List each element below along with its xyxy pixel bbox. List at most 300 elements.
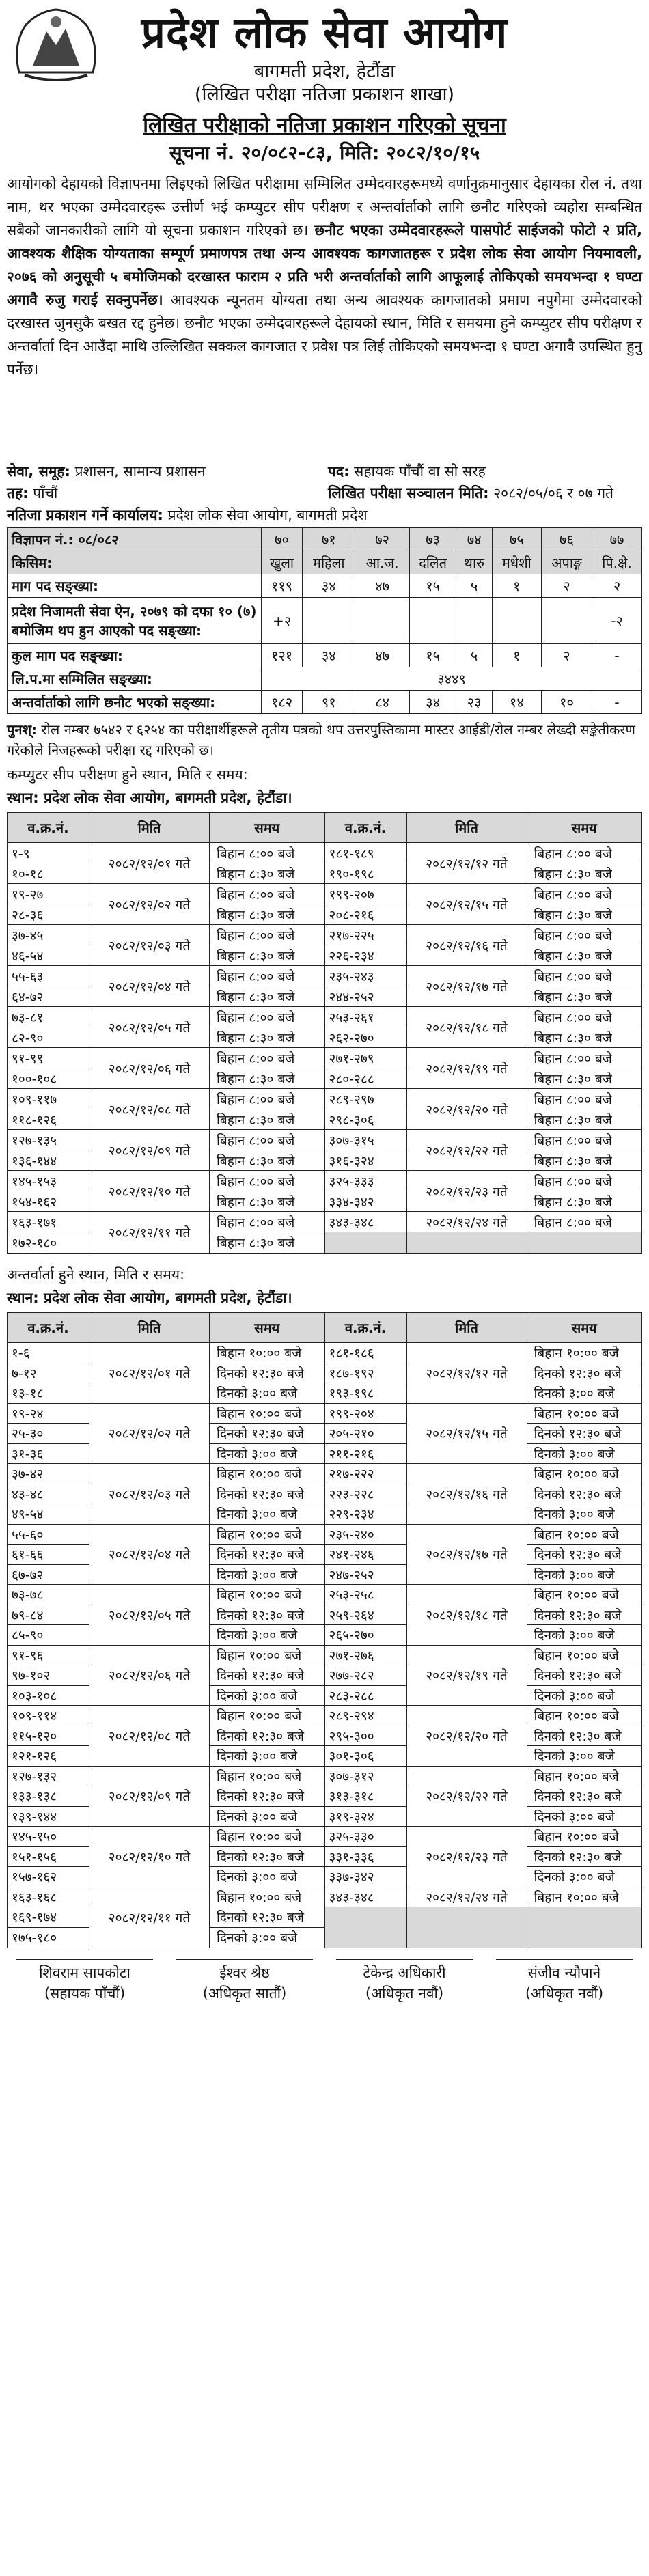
written-count: ३४४९ bbox=[262, 667, 642, 691]
time-cell: दिनको १२:३० बजे bbox=[527, 1424, 642, 1444]
roll-range-cell: १७५-१८० bbox=[12, 1930, 57, 1946]
time-cell: बिहान १०:०० बजे bbox=[527, 1585, 642, 1605]
interview-schedule-right bbox=[325, 1313, 642, 1948]
demand-label: माग पद सङ्ख्या: bbox=[8, 574, 262, 598]
roll-range-cell: ३०७-३१२ bbox=[325, 1767, 406, 1787]
time-cell: बिहान ८:३० बजे bbox=[527, 1150, 642, 1171]
date-cell: २०८२/१२/१९ गते bbox=[407, 1048, 527, 1089]
vacancy-adv-row bbox=[8, 528, 642, 551]
roll-range-cell: २८३-२८८ bbox=[325, 1686, 406, 1706]
total-cell: १५ bbox=[409, 644, 456, 667]
roll-range-cell: २५९-२६४ bbox=[325, 1605, 406, 1626]
roll-range-cell: १९९-२०७ bbox=[325, 884, 406, 904]
info-row-office bbox=[0, 504, 649, 526]
date-cell: २०८२/१२/१८ गते bbox=[407, 1007, 527, 1048]
roll-range-cell: १५४-१६२ bbox=[8, 1191, 89, 1212]
interview-place: स्थान: प्रदेश लोक सेवा आयोग, बागमती प्रदेश, हेटौंडा। bbox=[7, 1290, 292, 1306]
time-cell: बिहान १०:०० बजे bbox=[210, 1706, 324, 1726]
service-label: सेवा, समूह: bbox=[7, 463, 70, 480]
time-cell: बिहान ८:३० बजे bbox=[527, 1068, 642, 1089]
roll-range-cell: १५१-१५६ bbox=[8, 1847, 89, 1868]
time-cell: बिहान १०:०० बजे bbox=[527, 1767, 642, 1787]
date-cell: २०८२/१२/१५ गते bbox=[407, 1404, 527, 1465]
date-cell: २०८२/१२/२२ गते bbox=[407, 1130, 527, 1171]
header bbox=[0, 0, 649, 104]
time-cell: दिनको १२:३० बजे bbox=[527, 1726, 642, 1747]
date-cell: २०८२/१२/२२ गते bbox=[407, 1767, 527, 1827]
demand-cell: २ bbox=[541, 574, 592, 598]
signatory-name: शिवराम सापकोटा bbox=[39, 1965, 130, 1981]
date-cell: २०८२/१२/०१ गते bbox=[89, 1343, 209, 1404]
roll-range-cell: १३६-१४४ bbox=[8, 1150, 89, 1171]
time-cell: बिहान १०:०० बजे bbox=[527, 1464, 642, 1484]
info-row-service bbox=[0, 460, 649, 482]
blank-cell bbox=[325, 1232, 406, 1253]
roll-range-cell: ४३-४८ bbox=[8, 1484, 89, 1505]
time-cell: बिहान १०:०० बजे bbox=[527, 1525, 642, 1545]
service-value: प्रशासन, सामान्य प्रशासन bbox=[74, 463, 206, 480]
roll-range-cell: १६९-१७४ bbox=[8, 1907, 89, 1928]
add-cell bbox=[409, 598, 456, 644]
time-cell: दिनको ३:०० बजे bbox=[527, 1867, 642, 1887]
roll-range-cell: १०-१८ bbox=[8, 863, 89, 884]
roll-range-cell: ९७-१०२ bbox=[8, 1665, 89, 1686]
date-cell: २०८२/१२/०४ गते bbox=[89, 966, 209, 1007]
time-cell: बिहान ८:०० बजे bbox=[210, 1007, 324, 1027]
add-label: प्रदेश निजामती सेवा ऐन, २०७९ को दफा १० (७) बमोजिम थप हुन आएको पद सङ्ख्या: bbox=[8, 598, 262, 644]
adv-num: ७७ bbox=[592, 528, 642, 551]
time-cell: दिनको ३:०० बजे bbox=[210, 1565, 324, 1585]
type-cell: अपाङ्ग bbox=[541, 551, 592, 574]
time-cell: बिहान ८:०० बजे bbox=[527, 1130, 642, 1150]
body-para-2: आवश्यक न्यूनतम योग्यता तथा अन्य आवश्यक कागजातको प्रमाण नपुगेमा उम्मेदवारको दरखास्त जुनसुकै बखत रद्द हुनेछ। छनौट भएका उम्मेदवारहरूले देहायको स्थान, मिति र समयमा हुने कम्प्युटर सीप परीक्षण र अन्तर्वार्ता दिन आउँदा माथि उल्लिखित सक्कल कागजात र प्रवेश पत्र लिई तोकिएको समयभन्दा १ घण्टा अगावै उपस्थित हुनु पर्नेछ। bbox=[7, 292, 643, 378]
info-row-level bbox=[0, 482, 649, 504]
adv-num: ७६ bbox=[541, 528, 592, 551]
type-cell: दलित bbox=[409, 551, 456, 574]
schedule-header bbox=[8, 1313, 324, 1343]
interview-schedule-left bbox=[8, 1313, 325, 1948]
add-cell: +२ bbox=[262, 598, 303, 644]
time-cell: दिनको १२:३० बजे bbox=[210, 1363, 324, 1384]
date-cell: २०८२/१२/२० गते bbox=[407, 1089, 527, 1130]
time-cell: बिहान ८:३० बजे bbox=[527, 986, 642, 1007]
roll-range-cell: २८९-२९४ bbox=[325, 1706, 406, 1726]
signature-block bbox=[336, 1959, 473, 2004]
exam-date-value: २०८२/०५/०६ र ०७ गते bbox=[493, 485, 613, 501]
office-title: प्रदेश लोक सेवा आयोग bbox=[141, 8, 508, 57]
time-cell: दिनको ३:०० बजे bbox=[210, 1686, 324, 1706]
roll-range-cell: १००-१०८ bbox=[8, 1068, 89, 1089]
roll-range-cell: ७३-७८ bbox=[8, 1585, 89, 1605]
time-cell: दिनको ३:०० बजे bbox=[527, 1444, 642, 1465]
time-cell: बिहान ८:३० बजे bbox=[210, 863, 324, 884]
time-cell: दिनको १२:३० बजे bbox=[210, 1786, 324, 1807]
roll-range-cell: २३५-२४३ bbox=[325, 966, 406, 986]
roll-range-cell: २५-३० bbox=[8, 1424, 89, 1444]
roll-range-cell: २७७-२८२ bbox=[325, 1665, 406, 1686]
roll-range-cell: २२९-२३४ bbox=[325, 1504, 406, 1525]
date-cell: २०८२/१२/०६ गते bbox=[89, 1646, 209, 1706]
body-para-1: आयोगको देहायको विज्ञापनमा लिइएको लिखित परीक्षामा सम्मिलित उम्मेदवारहरूमध्ये वर्णानुक्रमानुसार देहायका रोल नं. तथा नाम, थर भएका उम्मेदवारहरू उत्तीर्ण भई कम्प्युटर सीप परीक्षण र अन्तर्वार्ताको लागि छनौट गरिएको व्यहोरा सम्बन्धित सबैको जानकारीको लागि यो सूचना प्रकाशन गरिएको छ। bbox=[7, 176, 642, 238]
time-header: समय bbox=[254, 820, 280, 836]
time-cell: दिनको ३:०० बजे bbox=[527, 1807, 642, 1827]
add-cell bbox=[492, 598, 541, 644]
roll-range-cell: ३४३-३४८ bbox=[325, 1212, 406, 1232]
selected-cell: ९१ bbox=[303, 691, 355, 714]
roll-range-cell: ३४३-३४८ bbox=[325, 1887, 406, 1908]
total-label: कुल माग पद सङ्ख्या: bbox=[8, 644, 262, 667]
signatory-name: ईश्वर श्रेष्ठ bbox=[219, 1965, 270, 1981]
signatory-name: टेकेन्द्र अधिकारी bbox=[363, 1965, 446, 1981]
selected-cell: ८४ bbox=[355, 691, 409, 714]
roll-range-cell: ३२५-३३३ bbox=[325, 1171, 406, 1191]
roll-range-cell: १३९-१४४ bbox=[8, 1807, 89, 1827]
roll-range-cell: १४५-१५० bbox=[8, 1827, 89, 1847]
time-cell: बिहान ८:३० बजे bbox=[210, 1027, 324, 1048]
roll-range-cell: १२७-१३५ bbox=[8, 1130, 89, 1150]
roll-range-cell: ३७-४५ bbox=[8, 925, 89, 945]
office-value: प्रदेश लोक सेवा आयोग, बागमती प्रदेश bbox=[167, 507, 368, 523]
roll-range-cell: २७१-२७९ bbox=[325, 1048, 406, 1068]
time-cell: बिहान ८:३० बजे bbox=[210, 986, 324, 1007]
signatory-post: (सहायक पाँचौं) bbox=[44, 1985, 126, 2002]
time-cell: बिहान १०:०० बजे bbox=[210, 1343, 324, 1363]
roll-range-cell: ८२-९० bbox=[8, 1027, 89, 1048]
vacancy-table bbox=[7, 527, 642, 714]
date-cell: २०८२/१२/१६ गते bbox=[407, 925, 527, 966]
time-cell: बिहान ८:३० बजे bbox=[210, 1191, 324, 1212]
demand-cell: ४७ bbox=[355, 574, 409, 598]
type-cell: मधेशी bbox=[492, 551, 541, 574]
add-cell bbox=[541, 598, 592, 644]
roll-range-cell: २०८-२१६ bbox=[325, 904, 406, 925]
demand-cell: ३४ bbox=[303, 574, 355, 598]
schedule-body bbox=[8, 1343, 324, 1948]
roll-range-cell: ६७-७२ bbox=[8, 1565, 89, 1585]
date-cell: २०८२/१२/२४ गते bbox=[407, 1887, 527, 1908]
roll-range-cell: १४५-१५३ bbox=[8, 1171, 89, 1191]
time-cell: बिहान ८:०० बजे bbox=[210, 843, 324, 863]
time-cell: दिनको ३:०० बजे bbox=[527, 1565, 642, 1585]
time-cell: बिहान ८:०० बजे bbox=[527, 884, 642, 904]
time-cell: बिहान ८:३० बजे bbox=[210, 1109, 324, 1130]
time-cell: बिहान १०:०० बजे bbox=[210, 1646, 324, 1666]
roll-range-cell: २१७-२२५ bbox=[325, 925, 406, 945]
date-cell: २०८२/१२/२३ गते bbox=[407, 1827, 527, 1887]
adv-num: ७१ bbox=[303, 528, 355, 551]
selected-cell: ३४ bbox=[409, 691, 456, 714]
vacancy-written-row bbox=[8, 667, 642, 691]
roll-range-cell: २६५-२७० bbox=[325, 1625, 406, 1646]
time-cell: दिनको १२:३० बजे bbox=[210, 1847, 324, 1868]
time-cell: बिहान ८:३० बजे bbox=[210, 945, 324, 966]
computer-schedule-left bbox=[8, 813, 325, 1253]
time-cell: बिहान ८:३० बजे bbox=[210, 904, 324, 925]
roll-range-cell: ३२५-३३० bbox=[325, 1827, 406, 1847]
time-cell: बिहान १०:०० बजे bbox=[527, 1706, 642, 1726]
date-cell: २०८२/१२/०९ गते bbox=[89, 1130, 209, 1171]
roll-range-cell: ९१-९९ bbox=[8, 1048, 89, 1068]
time-cell: दिनको १२:३० बजे bbox=[210, 1726, 324, 1747]
roll-range-cell: ३१३-३१८ bbox=[325, 1786, 406, 1807]
roll-range-cell: १२७-१३२ bbox=[8, 1767, 89, 1787]
time-cell: दिनको ३:०० बजे bbox=[210, 1444, 324, 1465]
date-cell: २०८२/१२/१२ गते bbox=[407, 1343, 527, 1404]
time-header: समय bbox=[254, 1320, 280, 1336]
selected-label: अन्तर्वार्ताको लागि छनौट भएको सङ्ख्या: bbox=[8, 691, 262, 714]
time-cell: बिहान ८:३० बजे bbox=[527, 863, 642, 884]
roll-range-cell: २९८-३०६ bbox=[325, 1109, 406, 1130]
type-cell: पि.क्षे. bbox=[592, 551, 642, 574]
time-cell: बिहान १०:०० बजे bbox=[527, 1343, 642, 1363]
time-cell: बिहान १०:०० बजे bbox=[210, 1404, 324, 1424]
time-cell: दिनको १२:३० बजे bbox=[527, 1484, 642, 1505]
roll-range-cell: २२६-२३४ bbox=[325, 945, 406, 966]
signatory-post: (अधिकृत नवौं) bbox=[525, 1985, 604, 2002]
vacancy-total-row bbox=[8, 644, 642, 667]
time-cell: दिनको ३:०० बजे bbox=[217, 1930, 298, 1946]
roll-range-cell: २४७-२५२ bbox=[325, 1565, 406, 1585]
roll-range-cell: १५७-१६२ bbox=[8, 1867, 89, 1887]
roll-range-cell: १८१-१८९ bbox=[325, 843, 406, 863]
roll-range-cell: २०५-२१० bbox=[325, 1424, 406, 1444]
time-cell: बिहान ८:०० बजे bbox=[210, 925, 324, 945]
roll-range-cell: ७९-८४ bbox=[8, 1605, 89, 1626]
date-cell: २०८२/१२/१८ गते bbox=[407, 1585, 527, 1646]
office-label: नतिजा प्रकाशन गर्ने कार्यालय: bbox=[7, 507, 163, 523]
total-cell: ३४ bbox=[303, 644, 355, 667]
type-cell: महिला bbox=[303, 551, 355, 574]
blank-cell bbox=[325, 1907, 406, 1948]
time-cell: बिहान ८:०० बजे bbox=[210, 1048, 324, 1068]
signatory-post: (अधिकृत नवौं) bbox=[365, 1985, 444, 2002]
time-cell: बिहान १०:०० बजे bbox=[210, 1525, 324, 1545]
date-cell: २०८२/१२/०२ गते bbox=[89, 1404, 209, 1465]
roll-range-cell: ५५-६० bbox=[8, 1525, 89, 1545]
date-cell: २०८२/१२/१९ गते bbox=[407, 1646, 527, 1706]
roll-range-cell: ४६-५४ bbox=[8, 945, 89, 966]
time-cell: बिहान ८:०० बजे bbox=[527, 1007, 642, 1027]
roll-range-cell: १८७-१९२ bbox=[325, 1363, 406, 1384]
roll-range-cell: ३३४-३४२ bbox=[325, 1191, 406, 1212]
date-cell: २०८२/१२/०२ गते bbox=[89, 884, 209, 925]
date-header: मिति bbox=[407, 1313, 527, 1342]
time-cell: दिनको ३:०० बजे bbox=[527, 1383, 642, 1404]
total-cell: ४७ bbox=[355, 644, 409, 667]
post-value: सहायक पाँचौं वा सो सरह bbox=[354, 463, 486, 480]
adv-num: ७५ bbox=[492, 528, 541, 551]
blank-cell bbox=[407, 1907, 527, 1948]
roll-range-cell: ५५-६३ bbox=[8, 966, 89, 986]
level-value: पाँचौं bbox=[33, 485, 58, 501]
adv-num: ७२ bbox=[355, 528, 409, 551]
type-cell: आ.ज. bbox=[355, 551, 409, 574]
signatory-name: संजीव न्यौपाने bbox=[527, 1965, 601, 1981]
time-cell: बिहान ८:३० बजे bbox=[217, 1236, 295, 1251]
roll-range-cell: २८-३६ bbox=[8, 904, 89, 925]
level-label: तह: bbox=[7, 485, 29, 501]
date-cell: २०८२/१२/०८ गते bbox=[89, 1089, 209, 1130]
postscript-label: पुनश्: bbox=[7, 721, 38, 738]
time-cell: बिहान ८:०० बजे bbox=[527, 1171, 642, 1191]
time-cell: बिहान ८:३० बजे bbox=[527, 1191, 642, 1212]
time-cell: बिहान १०:०० बजे bbox=[527, 1646, 642, 1666]
type-label: किसिम: bbox=[8, 551, 262, 574]
date-cell: २०८२/१२/१० गते bbox=[89, 1827, 209, 1887]
time-cell: बिहान ८:०० बजे bbox=[527, 1212, 642, 1232]
time-cell: दिनको ३:०० बजे bbox=[210, 1807, 324, 1827]
date-cell: २०८२/१२/०३ गते bbox=[89, 1464, 209, 1525]
time-header: समय bbox=[571, 1320, 597, 1336]
notice-title: लिखित परीक्षाको नतिजा प्रकाशन गरिएको सूचना bbox=[143, 113, 506, 137]
demand-cell: ५ bbox=[456, 574, 492, 598]
time-cell: दिनको १२:३० बजे bbox=[210, 1424, 324, 1444]
time-cell: दिनको १२:३० बजे bbox=[527, 1786, 642, 1807]
date-header: मिति bbox=[407, 813, 527, 842]
roll-range-cell: २३५-२४० bbox=[325, 1525, 406, 1545]
roll-header: व.क्र.नं. bbox=[325, 1313, 407, 1342]
add-cell bbox=[303, 598, 355, 644]
interview-heading: अन्तर्वार्ता हुने स्थान, मिति र समय: bbox=[7, 1266, 185, 1283]
roll-range-cell: १७२-१८० bbox=[12, 1236, 57, 1251]
roll-range-cell: १०३-१०८ bbox=[8, 1686, 89, 1706]
roll-range-cell: २४४-२५२ bbox=[325, 986, 406, 1007]
roll-range-cell: २६२-२७० bbox=[325, 1027, 406, 1048]
time-cell: बिहान १०:०० बजे bbox=[210, 1767, 324, 1787]
time-cell: बिहान १०:०० बजे bbox=[210, 1827, 324, 1847]
time-cell: दिनको ३:०० बजे bbox=[527, 1746, 642, 1767]
total-cell: १२१ bbox=[262, 644, 303, 667]
office-location: बागमती प्रदेश, हेटौंडा bbox=[253, 61, 396, 82]
time-cell: बिहान १०:०० बजे bbox=[527, 1887, 642, 1908]
selected-cell: २३ bbox=[456, 691, 492, 714]
roll-range-cell: २२३-२२८ bbox=[325, 1484, 406, 1505]
total-cell: ५ bbox=[456, 644, 492, 667]
vacancy-type-row bbox=[8, 551, 642, 574]
total-cell: - bbox=[592, 644, 642, 667]
date-cell: २०८२/१२/२३ गते bbox=[407, 1171, 527, 1212]
roll-range-cell: १-९ bbox=[8, 843, 89, 863]
roll-header: व.क्र.नं. bbox=[8, 813, 89, 842]
computer-heading: कम्प्युटर सीप परीक्षण हुने स्थान, मिति र समय: bbox=[7, 766, 248, 783]
time-cell: दिनको १२:३० बजे bbox=[527, 1363, 642, 1384]
roll-range-cell: ३०७-३१५ bbox=[325, 1130, 406, 1150]
computer-schedule-table bbox=[7, 812, 642, 1254]
schedule-body bbox=[325, 843, 642, 1253]
time-cell: बिहान ८:०० बजे bbox=[210, 884, 324, 904]
roll-range-cell: १३-१८ bbox=[8, 1383, 89, 1404]
roll-range-cell: ३१९-३२४ bbox=[325, 1807, 406, 1827]
time-cell: बिहान ८:३० बजे bbox=[210, 1068, 324, 1089]
time-cell: बिहान ८:३० बजे bbox=[527, 1027, 642, 1048]
time-cell: दिनको ३:०० बजे bbox=[210, 1504, 324, 1525]
date-cell: २०८२/१२/०१ गते bbox=[89, 843, 209, 884]
notice-body bbox=[0, 167, 649, 460]
roll-range-cell: ८५-९० bbox=[8, 1625, 89, 1646]
type-cell: थारु bbox=[456, 551, 492, 574]
adv-num: ७३ bbox=[409, 528, 456, 551]
roll-header: व.क्र.नं. bbox=[8, 1313, 89, 1342]
time-header: समय bbox=[571, 820, 597, 836]
time-cell: बिहान ८:०० बजे bbox=[527, 925, 642, 945]
signatory-post: (अधिकृत सातौं) bbox=[202, 1985, 287, 2002]
time-cell: दिनको १२:३० बजे bbox=[210, 1605, 324, 1626]
time-cell: बिहान ८:३० बजे bbox=[527, 904, 642, 925]
roll-range-cell: ४९-५४ bbox=[8, 1504, 89, 1525]
vacancy-selected-row bbox=[8, 691, 642, 714]
date-cell: २०८२/१२/१० गते bbox=[89, 1171, 209, 1212]
notice-number: सूचना नं. २०/०८२-८३, मिति: २०८२/१०/१५ bbox=[169, 141, 480, 164]
roll-range-cell: ११८-१२६ bbox=[8, 1109, 89, 1130]
schedule-body bbox=[8, 843, 324, 1253]
signatures bbox=[0, 1948, 649, 2004]
schedule-header bbox=[8, 813, 324, 843]
demand-cell: ११९ bbox=[262, 574, 303, 598]
roll-range-cell: ३१६-३२४ bbox=[325, 1150, 406, 1171]
roll-range-cell: ६४-७२ bbox=[8, 986, 89, 1007]
time-cell: बिहान ८:०० बजे bbox=[210, 1130, 324, 1150]
selected-cell: - bbox=[592, 691, 642, 714]
selected-cell: १८२ bbox=[262, 691, 303, 714]
date-cell: २०८२/१२/०८ गते bbox=[89, 1706, 209, 1767]
roll-range-cell: १-६ bbox=[8, 1343, 89, 1363]
blank-cell bbox=[527, 1907, 642, 1948]
schedule-header bbox=[325, 1313, 642, 1343]
demand-cell: १ bbox=[492, 574, 541, 598]
post-label: पद: bbox=[328, 463, 350, 480]
roll-range-cell: १९-२४ bbox=[8, 1404, 89, 1424]
time-cell: बिहान ८:०० बजे bbox=[210, 1171, 324, 1191]
roll-range-cell: ११५-१२० bbox=[8, 1726, 89, 1747]
total-cell: १ bbox=[492, 644, 541, 667]
demand-cell: १५ bbox=[409, 574, 456, 598]
type-cell: खुला bbox=[262, 551, 303, 574]
computer-schedule-right bbox=[325, 813, 642, 1253]
date-cell: २०८२/१२/०९ गते bbox=[89, 1767, 209, 1827]
time-cell: दिनको १२:३० बजे bbox=[527, 1665, 642, 1686]
body-para-bold: छनौट भएका उम्मेदवारहरूले पासपोर्ट साईजको फोटो २ प्रति, आवश्यक शैक्षिक योग्यताका सम्पूर्ण प्रमाणपत्र तथा अन्य आवश्यक कागजातहरू र प्रदेश लोक सेवा आयोग नियमावली, २०७६ को अनुसूची ५ बमोजिमको दरखास्त फाराम २ प्रति भरी अन्तर्वार्ताको लागि आफूलाई तोकिएको समयभन्दा १ घण्टा अगावै रुजु गराई सक्नुपर्नेछ। bbox=[7, 222, 642, 308]
roll-range-cell: २९५-३०० bbox=[325, 1726, 406, 1747]
time-cell: बिहान १०:०० बजे bbox=[527, 1827, 642, 1847]
roll-range-cell: ३०१-३०६ bbox=[325, 1746, 406, 1767]
date-cell: २०८२/१२/१७ गते bbox=[407, 1525, 527, 1585]
roll-range-cell: २५३-२५८ bbox=[325, 1585, 406, 1605]
roll-range-cell: १९३-१९८ bbox=[325, 1383, 406, 1404]
time-cell: बिहान ८:०० बजे bbox=[527, 843, 642, 863]
roll-range-cell: २११-२१६ bbox=[325, 1444, 406, 1465]
time-cell: दिनको ३:०० बजे bbox=[527, 1686, 642, 1706]
roll-range-cell: १०९-११७ bbox=[8, 1089, 89, 1109]
time-cell: बिहान ८:०० बजे bbox=[527, 1089, 642, 1109]
roll-range-cell: ३३७-३४२ bbox=[325, 1867, 406, 1887]
time-cell: दिनको १२:३० बजे bbox=[210, 1665, 324, 1686]
roll-range-cell: ७३-८१ bbox=[8, 1007, 89, 1027]
time-cell: बिहान १०:०० बजे bbox=[210, 1464, 324, 1484]
roll-range-cell: ३१-३६ bbox=[8, 1444, 89, 1465]
roll-range-cell: १८१-१८६ bbox=[325, 1343, 406, 1363]
time-cell: दिनको १२:३० बजे bbox=[527, 1545, 642, 1565]
date-cell: २०८२/१२/१६ गते bbox=[407, 1464, 527, 1525]
date-cell: २०८२/१२/०३ गते bbox=[89, 925, 209, 966]
time-cell: दिनको १२:३० बजे bbox=[527, 1605, 642, 1626]
date-cell: २०८२/१२/०५ गते bbox=[89, 1007, 209, 1048]
time-cell: बिहान ८:०० बजे bbox=[210, 1089, 324, 1109]
vacancy-demand-row bbox=[8, 574, 642, 598]
time-cell: दिनको ३:०० बजे bbox=[210, 1746, 324, 1767]
schedule-body bbox=[325, 1343, 642, 1948]
selected-cell: १४ bbox=[492, 691, 541, 714]
adv-num: ७० bbox=[262, 528, 303, 551]
